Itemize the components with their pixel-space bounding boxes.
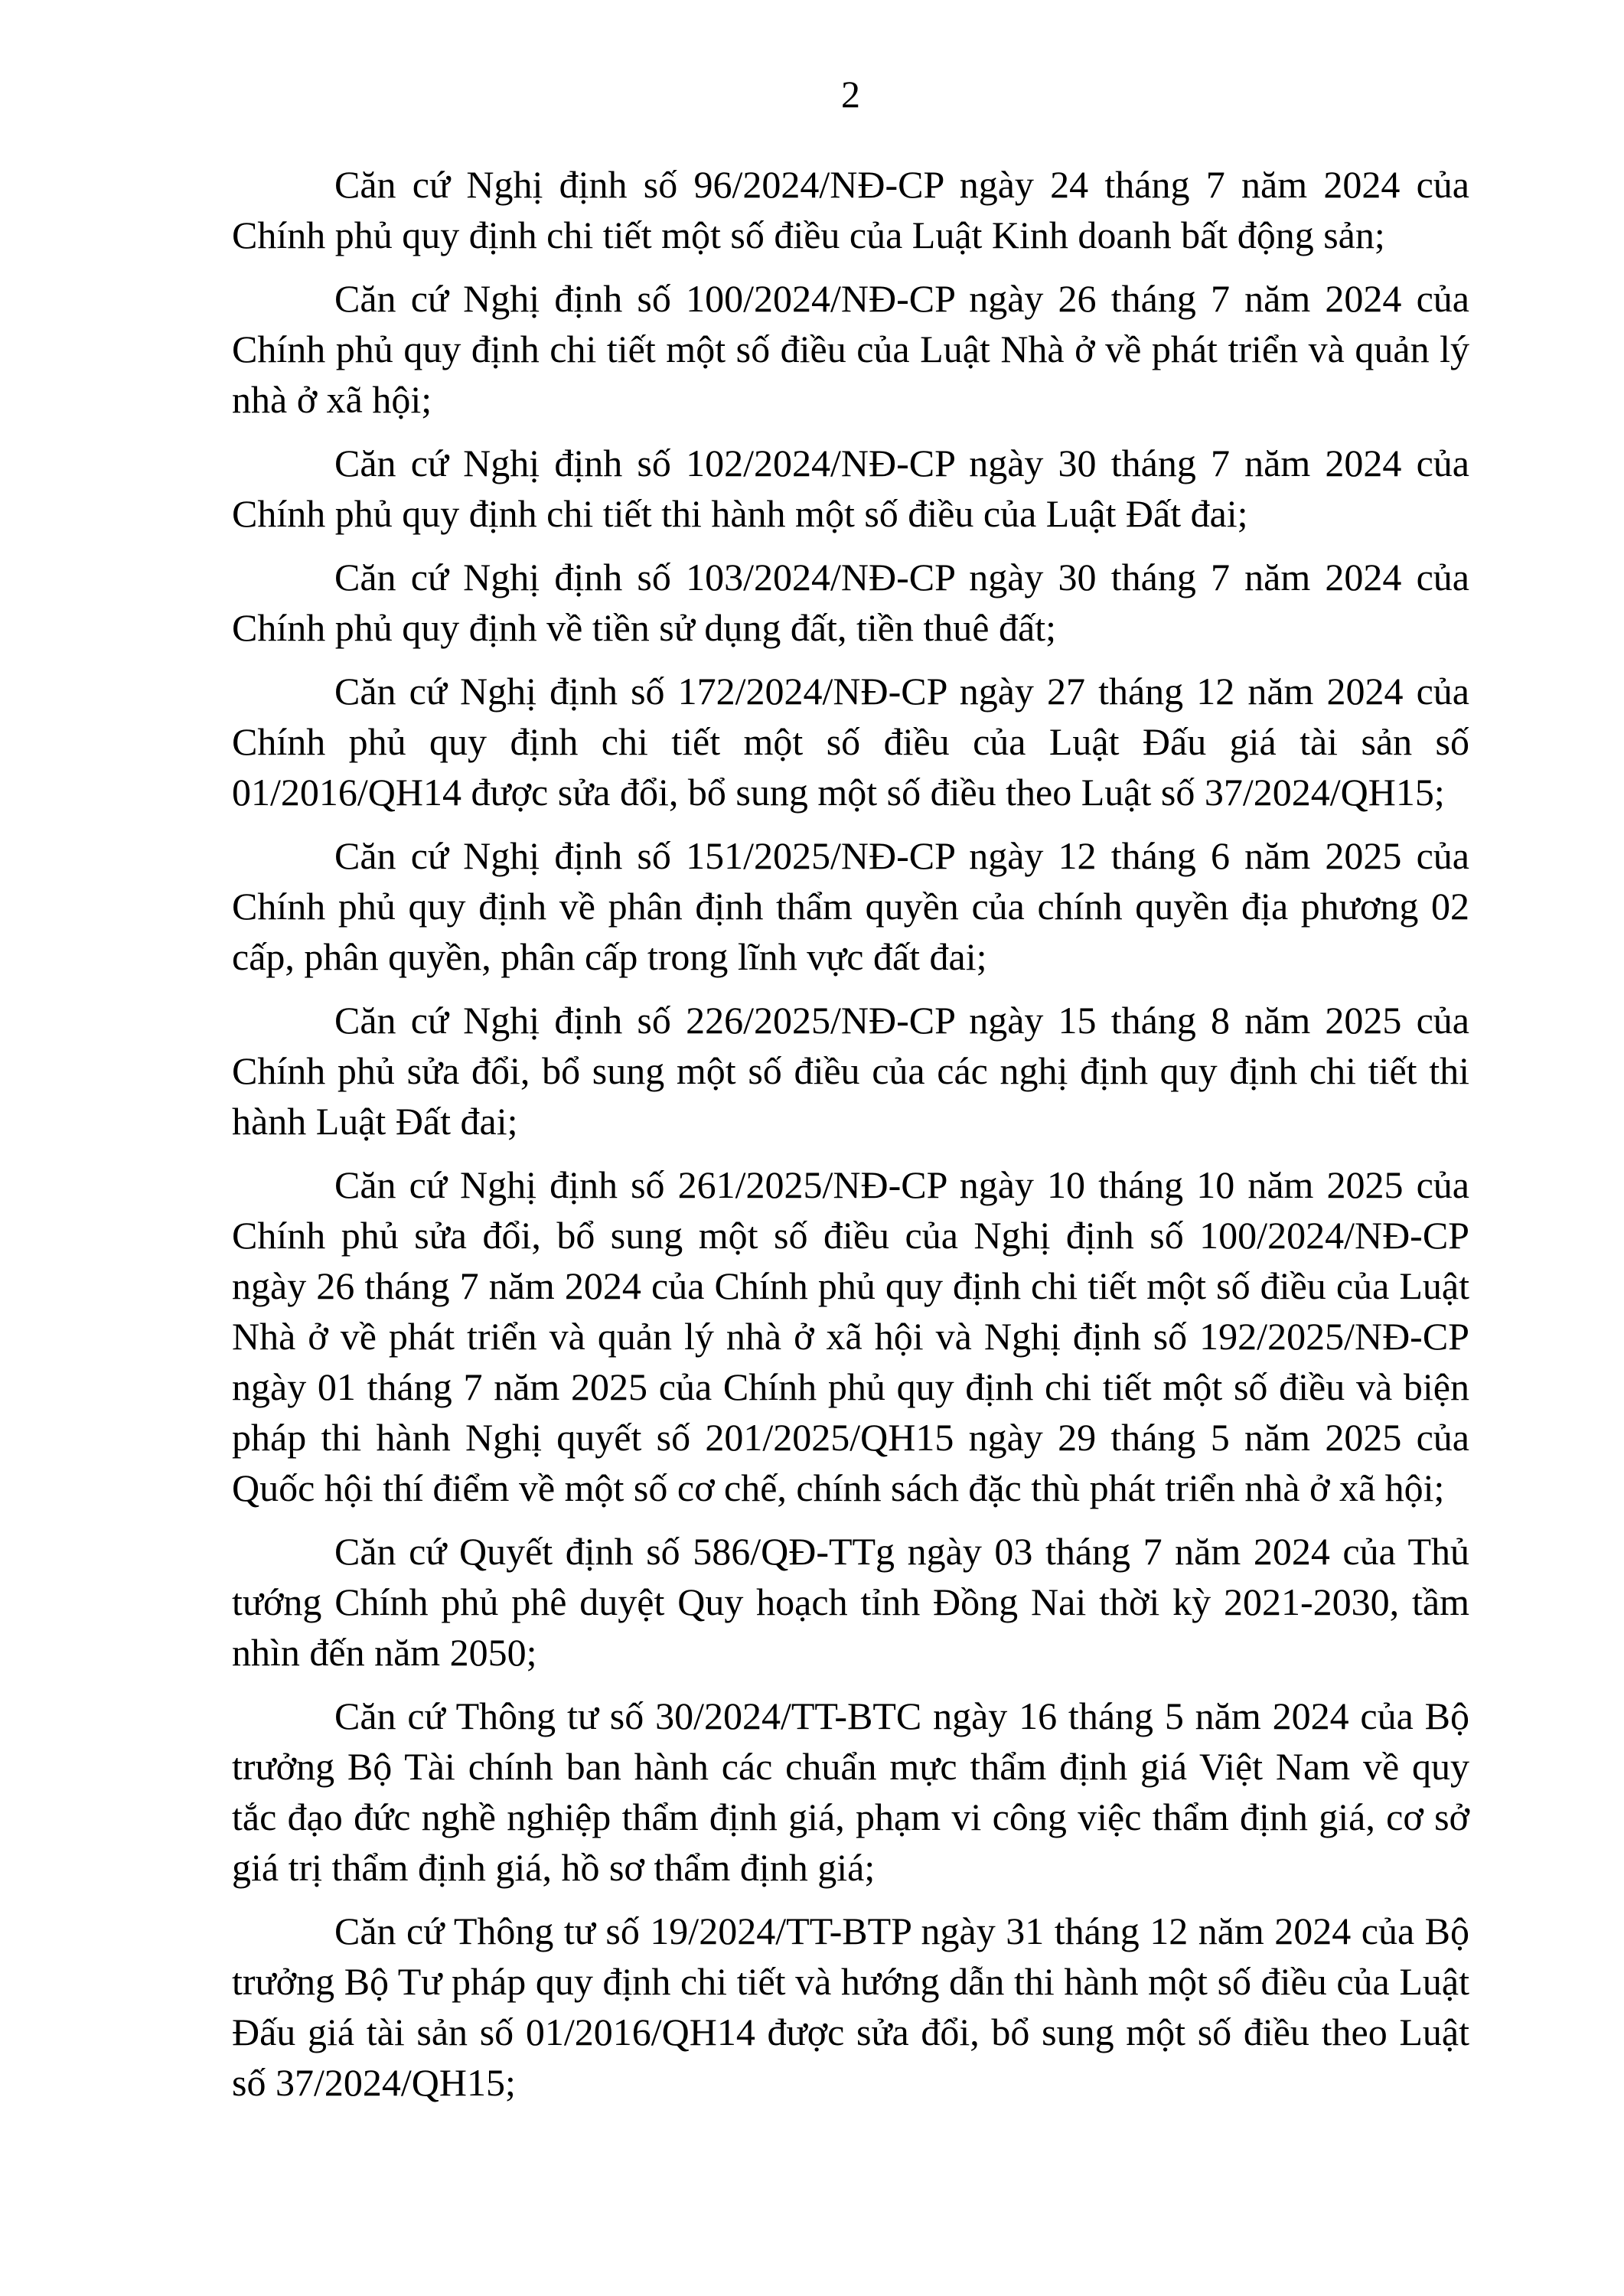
text-line: số 37/2024/QH15; [232, 2061, 516, 2104]
text-line: giá trị thẩm định giá, hồ sơ thẩm định giá; [232, 1846, 876, 1889]
text-line: Nhà ở về phát triển và quản lý nhà ở xã hội và Nghị định số 192/2025/NĐ-CP [232, 1315, 1469, 1358]
text-line: Quốc hội thí điểm về một số cơ chế, chính sách đặc thù phát triển nhà ở xã hội; [232, 1466, 1445, 1509]
text-line: Chính phủ sửa đổi, bổ sung một số điều của các nghị định quy định chi tiết thi [232, 1049, 1469, 1092]
text-line: Căn cứ Nghị định số 172/2024/NĐ-CP ngày 27 tháng 12 năm 2024 của [334, 670, 1469, 713]
legal-basis-paragraph [232, 995, 1469, 1146]
page-number: 2 [841, 73, 860, 116]
text-line: Căn cứ Thông tư số 30/2024/TT-BTC ngày 16 tháng 5 năm 2024 của Bộ [334, 1694, 1469, 1737]
legal-basis-paragraph [232, 438, 1469, 539]
text-line: Căn cứ Nghị định số 102/2024/NĐ-CP ngày 30 tháng 7 năm 2024 của [334, 442, 1469, 484]
text-line: Chính phủ sửa đổi, bổ sung một số điều của Nghị định số 100/2024/NĐ-CP [232, 1214, 1469, 1257]
document-body [232, 159, 1469, 2108]
text-line: Căn cứ Nghị định số 103/2024/NĐ-CP ngày 30 tháng 7 năm 2024 của [334, 556, 1469, 598]
text-line: Căn cứ Quyết định số 586/QĐ-TTg ngày 03 tháng 7 năm 2024 của Thủ [334, 1530, 1469, 1573]
text-line: Căn cứ Nghị định số 261/2025/NĐ-CP ngày 10 tháng 10 năm 2025 của [334, 1163, 1469, 1206]
text-line: Căn cứ Nghị định số 100/2024/NĐ-CP ngày 26 tháng 7 năm 2024 của [334, 277, 1469, 320]
legal-basis-paragraph [232, 1526, 1469, 1678]
text-line: tướng Chính phủ phê duyệt Quy hoạch tỉnh Đồng Nai thời kỳ 2021-2030, tầm [232, 1580, 1469, 1623]
legal-basis-paragraph [232, 1159, 1469, 1513]
text-line: Chính phủ quy định chi tiết một số điều của Luật Nhà ở về phát triển và quản lý [232, 328, 1469, 370]
text-line: Căn cứ Nghị định số 96/2024/NĐ-CP ngày 24 tháng 7 năm 2024 của [334, 163, 1469, 206]
text-line: trưởng Bộ Tư pháp quy định chi tiết và hướng dẫn thi hành một số điều của Luật [232, 1960, 1469, 2003]
text-line: Chính phủ quy định về tiền sử dụng đất, tiền thuê đất; [232, 606, 1056, 649]
text-line: pháp thi hành Nghị quyết số 201/2025/QH15 ngày 29 tháng 5 năm 2025 của [232, 1416, 1469, 1459]
text-line: nhà ở xã hội; [232, 378, 432, 421]
text-line: tắc đạo đức nghề nghiệp thẩm định giá, phạm vi công việc thẩm định giá, cơ sở [232, 1795, 1469, 1838]
text-line: Căn cứ Thông tư số 19/2024/TT-BTP ngày 31 tháng 12 năm 2024 của Bộ [334, 1910, 1469, 1952]
text-line: Chính phủ quy định chi tiết thi hành một số điều của Luật Đất đai; [232, 492, 1248, 535]
text-line: trưởng Bộ Tài chính ban hành các chuẩn mực thẩm định giá Việt Nam về quy [232, 1745, 1469, 1788]
legal-basis-paragraph [232, 830, 1469, 982]
text-line: ngày 26 tháng 7 năm 2024 của Chính phủ quy định chi tiết một số điều của Luật [232, 1264, 1469, 1307]
text-line: Chính phủ quy định chi tiết một số điều của Luật Đấu giá tài sản số [232, 720, 1469, 763]
legal-basis-paragraph [232, 273, 1469, 425]
legal-basis-paragraph [232, 552, 1469, 653]
text-line: Chính phủ quy định chi tiết một số điều của Luật Kinh doanh bất động sản; [232, 214, 1385, 256]
text-line: Căn cứ Nghị định số 151/2025/NĐ-CP ngày 12 tháng 6 năm 2025 của [334, 834, 1469, 877]
legal-basis-paragraph [232, 159, 1469, 260]
text-line: Đấu giá tài sản số 01/2016/QH14 được sửa đổi, bổ sung một số điều theo Luật [232, 2011, 1469, 2053]
text-line: 01/2016/QH14 được sửa đổi, bổ sung một số điều theo Luật số 37/2024/QH15; [232, 771, 1445, 814]
text-line: Căn cứ Nghị định số 226/2025/NĐ-CP ngày 15 tháng 8 năm 2025 của [334, 999, 1469, 1042]
text-line: hành Luật Đất đai; [232, 1100, 518, 1143]
text-line: Chính phủ quy định về phân định thẩm quyền của chính quyền địa phương 02 [232, 885, 1469, 928]
legal-basis-paragraph [232, 1691, 1469, 1893]
legal-basis-paragraph [232, 666, 1469, 817]
text-line: ngày 01 tháng 7 năm 2025 của Chính phủ quy định chi tiết một số điều và biện [232, 1365, 1469, 1408]
text-line: nhìn đến năm 2050; [232, 1631, 537, 1674]
legal-basis-paragraph [232, 1906, 1469, 2108]
text-line: cấp, phân quyền, phân cấp trong lĩnh vực đất đai; [232, 935, 987, 978]
